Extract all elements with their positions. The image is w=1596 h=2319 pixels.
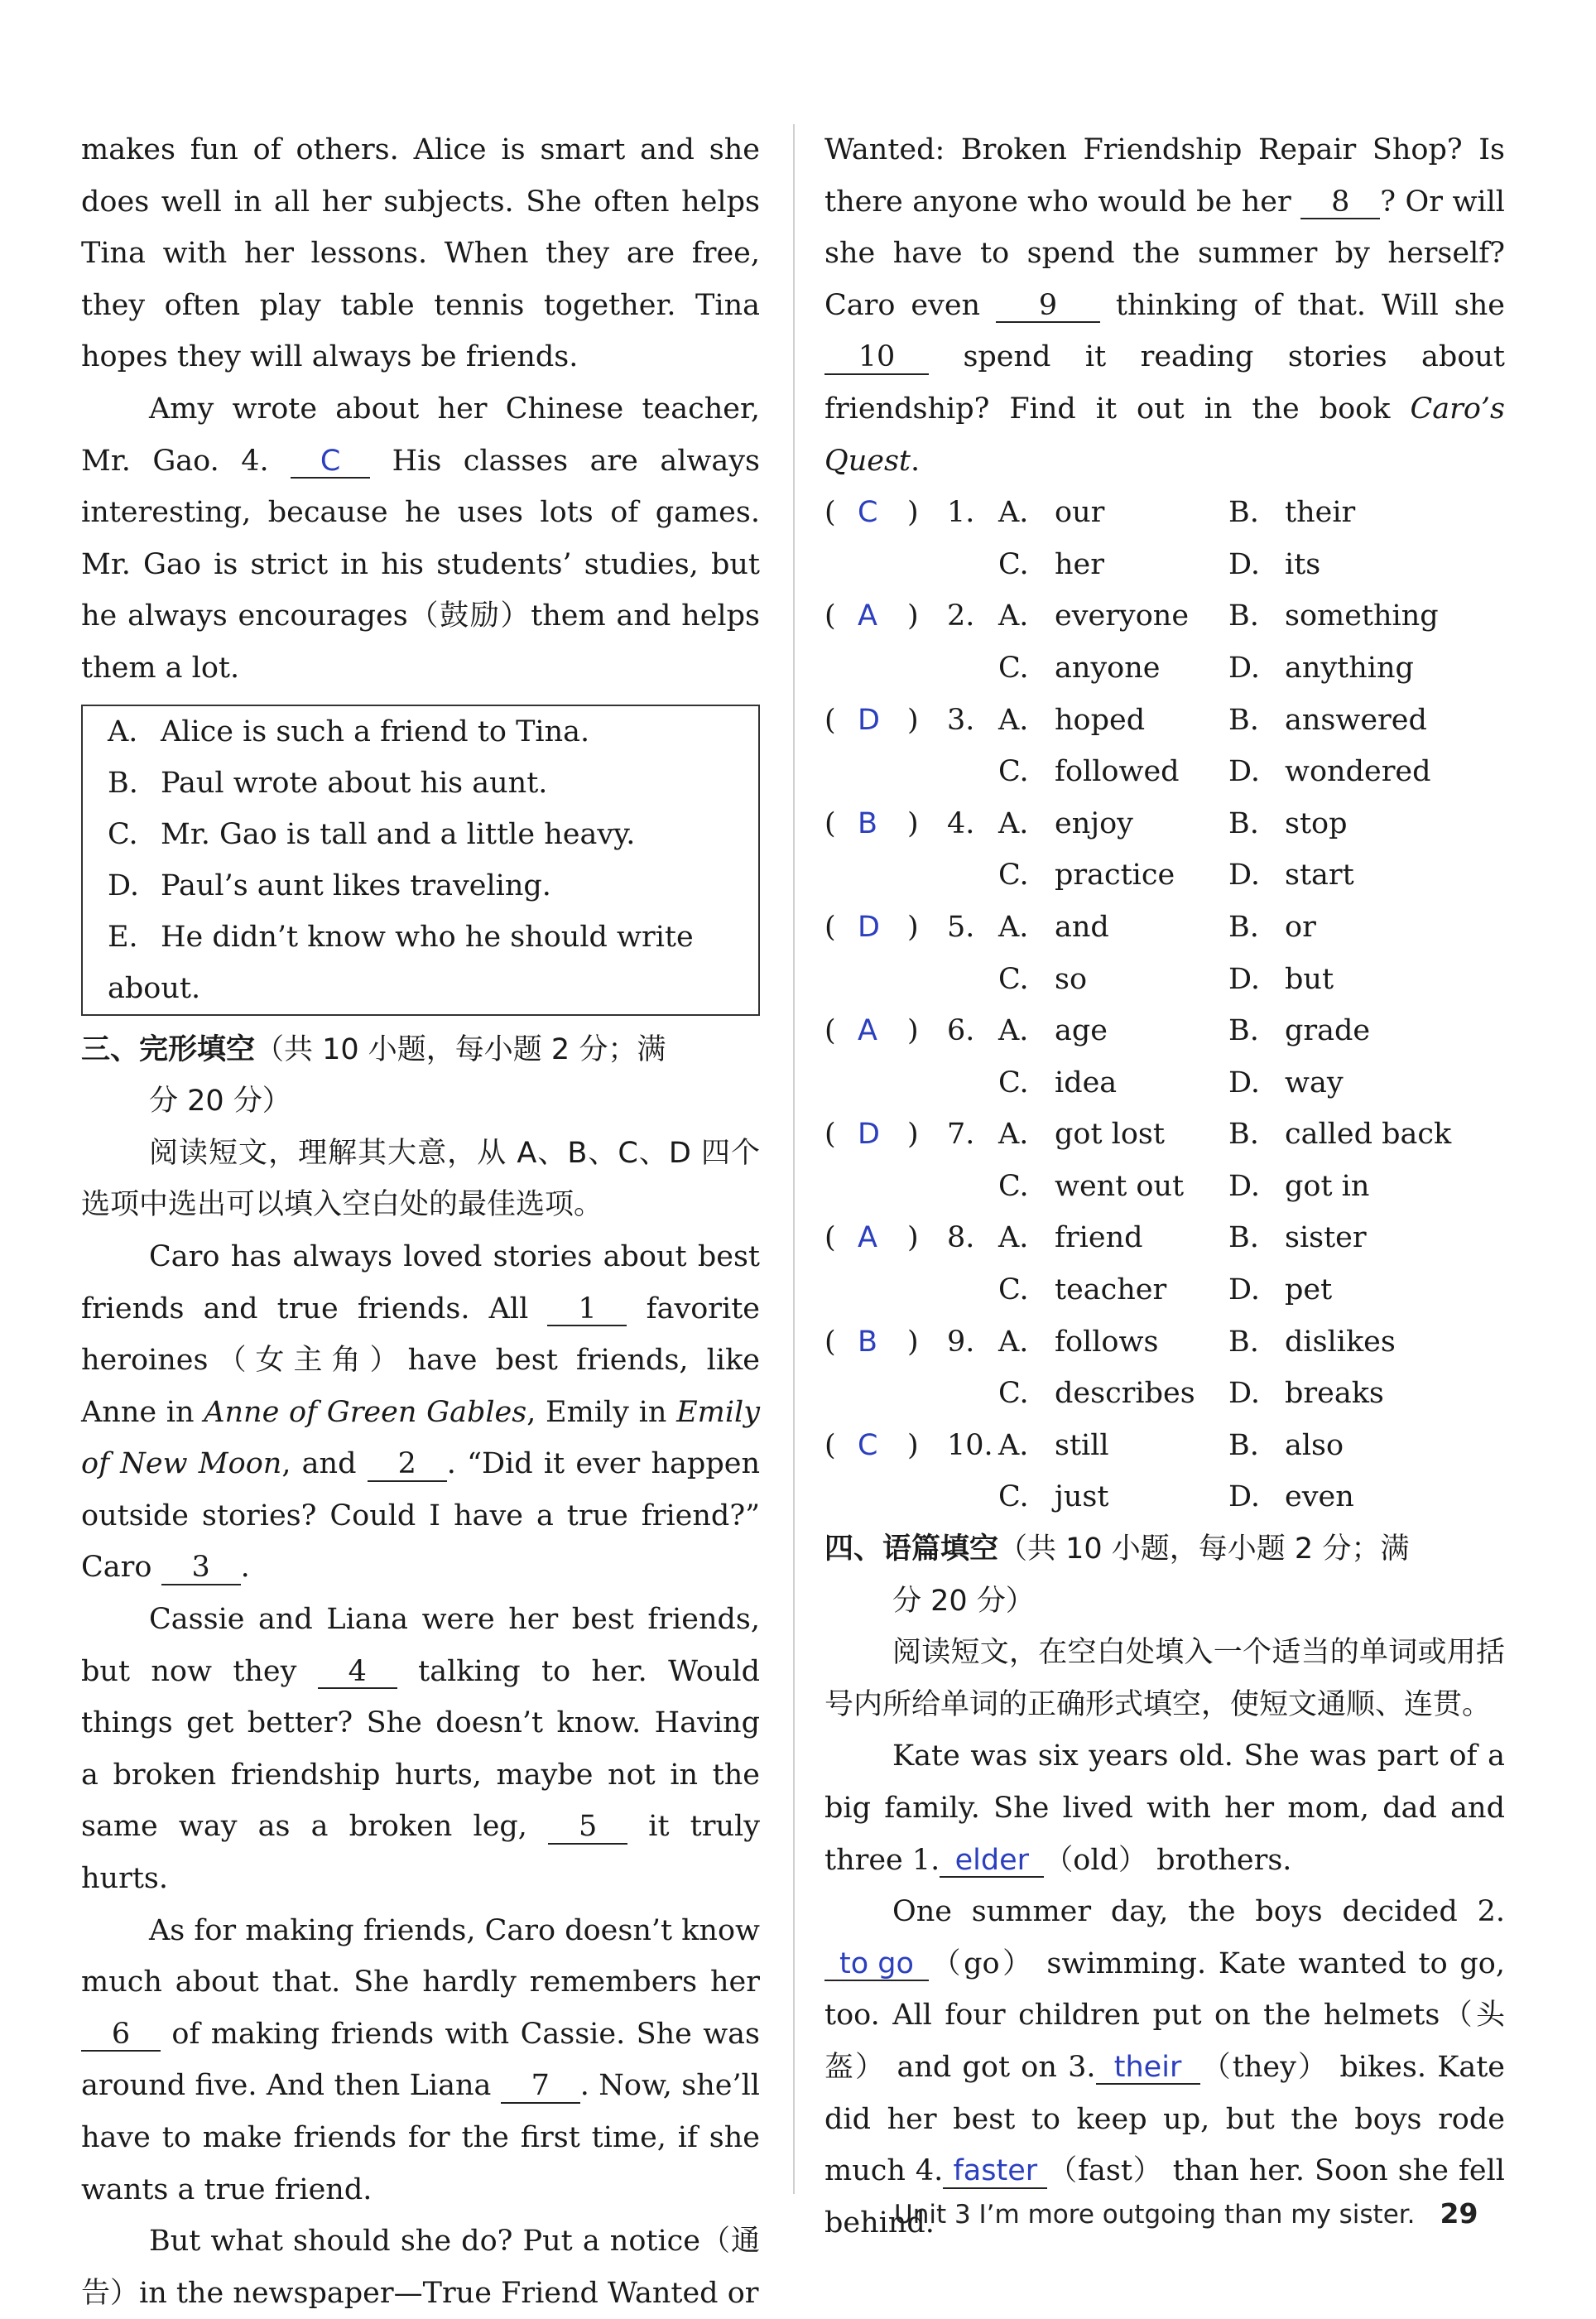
question-answer: C (858, 1428, 878, 1462)
question-number: 3. (947, 703, 975, 737)
answer-blank-4-faster: faster (953, 2154, 1038, 2188)
choice-letter: A. (998, 599, 1029, 633)
option-d: D. Paul’s aunt likes traveling. (108, 868, 551, 902)
question-answer: A (858, 599, 877, 633)
question-row-cont (824, 746, 1505, 798)
question-row-cont (824, 1368, 1505, 1420)
choice-letter: B. (1228, 1014, 1259, 1048)
question-row (824, 1109, 1505, 1161)
choice-text: stop (1285, 806, 1348, 840)
choice-text: teacher (1055, 1273, 1167, 1307)
option-c: C. Mr. Gao is tall and a little heavy. (108, 817, 636, 851)
question-row-cont (824, 539, 1505, 591)
question-row (824, 1005, 1505, 1057)
question-answer: B (858, 1325, 878, 1359)
answer-bracket: ( A ) (824, 1212, 949, 1264)
option-e: E. He didn’t know who he should write about. (108, 920, 694, 1005)
cloze-paragraph-1: Caro has always loved stories about best friends and true friends. All 1 favorite heroines（女主角）have best friends, like Anne in Anne of Green Gables, Emily in Emily of New Moon, and 2 . “Did it ever happen outside stories? Could I have a true friend?” Caro 3 . (81, 1239, 761, 1585)
section-3-heading-cont: 分 20 分） (149, 1085, 291, 1119)
choice-text: describes (1055, 1377, 1195, 1411)
choice-text: dislikes (1285, 1325, 1396, 1359)
choice-text: called back (1285, 1118, 1452, 1152)
question-answer: A (858, 1014, 877, 1048)
choice-text: just (1055, 1480, 1109, 1514)
choice-letter: B. (1228, 1221, 1259, 1255)
question-answer: C (858, 496, 878, 530)
choice-text: wondered (1285, 755, 1431, 789)
choice-text: but (1285, 962, 1334, 996)
question-answer: D (858, 1118, 880, 1152)
choice-letter: D. (1228, 755, 1260, 789)
question-row (824, 1420, 1505, 1472)
choice-text: hoped (1055, 703, 1146, 737)
section-4-instructions: 阅读短文，在空白处填入一个适当的单词或用括号内所给单词的正确形式填空，使短文通顺、连贯。 (824, 1636, 1505, 1721)
question-number: 2. (947, 599, 975, 633)
unit-title: Unit 3 I’m more outgoing than my sister. (894, 2200, 1416, 2230)
choice-letter: A. (998, 910, 1029, 944)
cloze-paragraph-3: As for making friends, Caro doesn’t know much about that. She hardly remembers her 6 of making friends with Cassie. She was around five. And then Liana 7 . Now, she’ll have to make friends for the first time, if she wants a true friend. (81, 1913, 760, 2206)
choice-letter: B. (1228, 1325, 1259, 1359)
choice-letter: C. (998, 547, 1029, 581)
paragraph-amy: Amy wrote about her Chinese teacher, Mr. Gao. 4. C His classes are always interesting, because he uses lots of games. Mr. Gao is strict in his students’ studies, but he always encourages（鼓励）them and helps them a lot. (81, 392, 760, 685)
choice-letter: A. (998, 1118, 1029, 1152)
option-b: B. Paul wrote about his aunt. (108, 766, 548, 800)
choice-text: our (1055, 496, 1105, 530)
question-number: 8. (947, 1221, 975, 1255)
choice-text: got lost (1055, 1118, 1165, 1152)
question-number: 6. (947, 1014, 975, 1048)
choice-letter: B. (1228, 496, 1259, 530)
answer-blank-1: elder (954, 1843, 1029, 1877)
choice-text: and (1055, 910, 1109, 944)
answer-bracket: ( D ) (824, 695, 949, 747)
question-row-cont (824, 1471, 1505, 1523)
choice-letter: A. (998, 496, 1029, 530)
page-footer (894, 2197, 1478, 2230)
paragraph-alice: makes fun of others. Alice is smart and she does well in all her subjects. She often helps Tina with her lessons. When they are free, they often play table tennis together. Tina hopes they will always be friends. (81, 133, 760, 374)
choice-text: start (1285, 859, 1354, 892)
choice-text: practice (1055, 859, 1175, 892)
choice-text: went out (1055, 1169, 1185, 1203)
page-number: 29 (1440, 2197, 1478, 2230)
choice-letter: B. (1228, 806, 1259, 840)
answer-blank-2: to go (839, 1946, 914, 1980)
choice-letter: D. (1228, 1480, 1260, 1514)
choice-text: age (1055, 1014, 1108, 1048)
choice-text: still (1055, 1428, 1109, 1462)
choice-text: anyone (1055, 651, 1161, 685)
choice-text: her (1055, 547, 1104, 581)
choice-letter: B. (1228, 1118, 1259, 1152)
question-list (824, 487, 1505, 1523)
column-divider (793, 124, 795, 2194)
choice-letter: D. (1228, 1377, 1260, 1411)
question-number: 4. (947, 806, 975, 840)
option-box (81, 705, 760, 1016)
choice-letter: A. (998, 1221, 1029, 1255)
choice-letter: D. (1228, 962, 1260, 996)
answer-bracket: ( C ) (824, 487, 949, 539)
choice-letter: C. (998, 755, 1029, 789)
choice-text: so (1055, 962, 1088, 996)
answer-blank-3: their (1113, 2050, 1182, 2084)
answer-bracket: ( A ) (824, 590, 949, 642)
choice-letter: A. (998, 1428, 1029, 1462)
question-answer: D (858, 910, 880, 944)
answer-bracket: ( A ) (824, 1005, 949, 1057)
choice-text: or (1285, 910, 1316, 944)
left-column (81, 124, 760, 2319)
choice-letter: B. (1228, 703, 1259, 737)
section-4-heading: 四、语篇填空（共 10 小题，每小题 2 分；满 (824, 1532, 1410, 1566)
choice-letter: A. (998, 1325, 1029, 1359)
section-3-instructions: 阅读短文，理解其大意，从 A、B、C、D 四个选项中选出可以填入空白处的最佳选项。 (81, 1136, 760, 1222)
choice-text: their (1285, 496, 1356, 530)
question-answer: D (858, 703, 880, 737)
question-number: 7. (947, 1118, 975, 1152)
choice-text: followed (1055, 755, 1180, 789)
cloze-paragraph-4: But what should she do? Put a notice（通告）in the newspaper—True Friend Wanted or (81, 2225, 760, 2310)
choice-text: got in (1285, 1169, 1370, 1203)
choice-letter: C. (998, 1066, 1029, 1099)
choice-letter: A. (998, 806, 1029, 840)
choice-text: follows (1055, 1325, 1159, 1359)
question-number: 10. (947, 1428, 993, 1462)
choice-letter: C. (998, 1273, 1029, 1307)
choice-text: even (1285, 1480, 1354, 1514)
choice-letter: D. (1228, 859, 1260, 892)
choice-letter: C. (998, 1169, 1029, 1203)
choice-letter: D. (1228, 1169, 1260, 1203)
choice-letter: C. (998, 859, 1029, 892)
choice-text: friend (1055, 1221, 1143, 1255)
section-3-heading: 三、完形填空（共 10 小题，每小题 2 分；满 (81, 1032, 666, 1066)
choice-text: way (1285, 1066, 1344, 1099)
question-row (824, 1316, 1505, 1369)
choice-letter: C. (998, 1377, 1029, 1411)
question-number: 1. (947, 496, 975, 530)
question-row (824, 695, 1505, 747)
question-row-cont (824, 849, 1505, 902)
question-row (824, 590, 1505, 642)
choice-text: its (1285, 547, 1321, 581)
question-answer: A (858, 1221, 877, 1255)
choice-letter: D. (1228, 1273, 1260, 1307)
choice-text: something (1285, 599, 1439, 633)
choice-text: enjoy (1055, 806, 1133, 840)
answer-bracket: ( D ) (824, 1109, 949, 1161)
choice-text: idea (1055, 1066, 1118, 1099)
choice-letter: B. (1228, 910, 1259, 944)
choice-text: everyone (1055, 599, 1190, 633)
answer-blank-4: C (320, 444, 341, 478)
passage-paragraph-1: Kate was six years old. She was part of a big family. She lived with her mom, dad and three 1. elder （old） brothers. (824, 1739, 1505, 1877)
choice-letter: A. (998, 1014, 1029, 1048)
answer-bracket: ( B ) (824, 1316, 949, 1369)
cloze-paragraph-2: Cassie and Liana were her best friends, but now they 4 talking to her. Would things get better? She doesn’t know. Having a broken friendship hurts, maybe not in the same way as a broken leg, 5 it truly hurts. (81, 1603, 760, 1896)
question-row (824, 1212, 1505, 1264)
choice-text: anything (1285, 651, 1414, 685)
choice-letter: A. (998, 703, 1029, 737)
choice-letter: D. (1228, 1066, 1260, 1099)
right-column (824, 124, 1505, 2249)
choice-text: grade (1285, 1014, 1371, 1048)
question-row-cont (824, 1264, 1505, 1316)
choice-text: sister (1285, 1221, 1367, 1255)
choice-letter: B. (1228, 1428, 1259, 1462)
answer-bracket: ( C ) (824, 1420, 949, 1472)
answer-bracket: ( D ) (824, 902, 949, 954)
option-a: A. Alice is such a friend to Tina. (108, 714, 590, 748)
question-row-cont (824, 954, 1505, 1006)
question-row-cont (824, 1161, 1505, 1213)
choice-letter: B. (1228, 599, 1259, 633)
choice-letter: C. (998, 1480, 1029, 1514)
cloze-paragraph-5: Wanted: Broken Friendship Repair Shop? Is there anyone who would be her 8 ? Or will she have to spend the summer by herself? Caro even 9 thinking of that. Will she 10 spend it reading stories about friendship? Find it out in the book Caro’s Quest. (824, 133, 1505, 478)
question-answer: B (858, 806, 878, 840)
question-number: 5. (947, 910, 975, 944)
choice-letter: D. (1228, 651, 1260, 685)
question-row (824, 902, 1505, 954)
passage-paragraph-2: One summer day, the boys decided 2.to go （go） swimming. Kate wanted to go, too. All four children put on the helmets（头盔） and got on 3. their （they） bikes. Kate did her best to keep up, but the boys rode much 4. faster （fast） than her. Soon she fell behind. (824, 1895, 1505, 2240)
choice-text: also (1285, 1428, 1344, 1462)
choice-text: answered (1285, 703, 1427, 737)
question-number: 9. (947, 1325, 975, 1359)
question-row (824, 487, 1505, 539)
question-row (824, 798, 1505, 850)
answer-bracket: ( B ) (824, 798, 949, 850)
choice-letter: D. (1228, 547, 1260, 581)
section-4-heading-cont: 分 20 分） (892, 1584, 1035, 1618)
choice-text: pet (1285, 1273, 1333, 1307)
choice-letter: C. (998, 651, 1029, 685)
question-row-cont (824, 642, 1505, 695)
question-row-cont (824, 1057, 1505, 1109)
choice-text: breaks (1285, 1377, 1384, 1411)
choice-letter: C. (998, 962, 1029, 996)
